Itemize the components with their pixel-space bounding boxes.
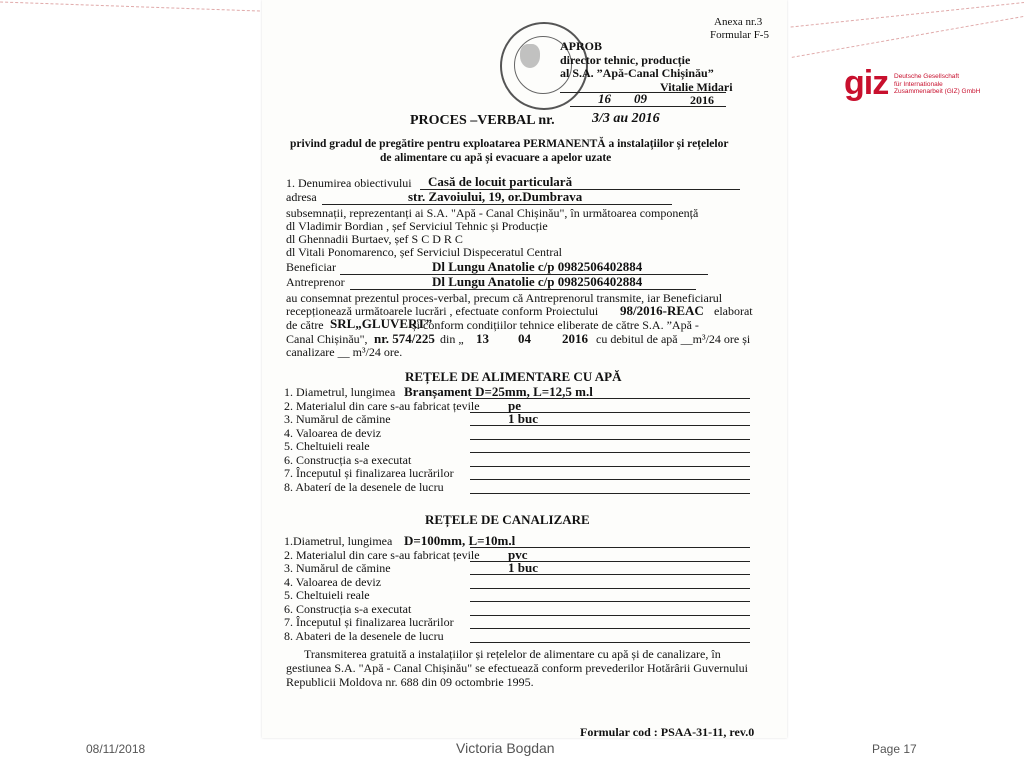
form-code: Formular cod : PSAA-31-11, rev.0 — [580, 725, 755, 739]
body-text-4a: Canal Chișinău", — [286, 332, 368, 346]
sewer-item-label: 7. Începutul și finalizarea lucrărilor — [284, 615, 454, 629]
approve-date-year: 2016 — [690, 93, 714, 107]
water-item-label: 3. Numărul de cămine — [284, 412, 391, 426]
sewer-heading: REȚELE DE CANALIZARE — [425, 512, 590, 527]
document-title: PROCES –VERBAL nr. — [410, 113, 555, 128]
sewer-item-label: 2. Materialul din care s-au fabricat țevile — [284, 547, 480, 562]
tc-number: nr. 574/225 — [374, 331, 435, 346]
body-text-4b: din „ — [440, 332, 464, 346]
commission-member-2: dl Ghennadii Burtaev, șef S C D R C — [286, 232, 463, 246]
sewer-item-value: D=100mm, L=10m.l — [404, 533, 516, 548]
water-item-label: 5. Cheltuieli reale — [284, 439, 370, 453]
sewer-item-value: pvc — [508, 546, 528, 562]
contractor-label: Antreprenor — [286, 275, 345, 289]
sewer-item-label: 6. Construcția s-a executat — [284, 601, 412, 616]
sewer-item-line — [470, 642, 750, 643]
water-item-line — [470, 493, 750, 494]
water-item-value: Branșament D=25mm, L=12,5 m.l — [404, 384, 593, 399]
stamp-emblem — [520, 44, 540, 68]
giz-logo-text: Deutsche Gesellschaft für Internationale Zusammenarbeit (GIZ) GmbH — [894, 73, 981, 95]
commission-member-3: dl Vitali Ponomarenco, șef Serviciul Dispeceratul Central — [286, 245, 562, 259]
sewer-item-label: 8. Abateri de la desenele de lucru — [284, 628, 444, 643]
sewer-item-label: 5. Cheltuieli reale — [284, 588, 370, 602]
approve-date-line — [570, 106, 726, 107]
tc-year: 2016 — [562, 331, 588, 346]
water-item-label: 7. Începutul și finalizarea lucrărilor — [284, 466, 454, 480]
closing-text-3: Republicii Moldova nr. 688 din 09 octombrie 1995. — [286, 675, 534, 689]
subtitle-line-1: privind gradul de pregătire pentru exploatarea PERMANENTĂ a instalațiilor și rețelelor — [290, 138, 729, 150]
water-heading: REȚELE DE ALIMENTARE CU APĂ — [405, 369, 622, 384]
body-text-3a: de către — [286, 318, 324, 332]
footer-date: 08/11/2018 — [86, 742, 146, 756]
beneficiary-value: Dl Lungu Anatolie c/p 0982506402884 — [432, 259, 643, 274]
approve-title: APROB — [560, 39, 602, 53]
approve-date-month: 09 — [634, 91, 647, 106]
address-value: str. Zavoiului, 19, or.Dumbrava — [408, 189, 583, 204]
water-item-line — [470, 452, 750, 453]
approve-name: Vitalie Midari — [660, 80, 733, 94]
object-label: 1. Denumirea obiectivului — [286, 176, 412, 190]
approve-date-day: 16 — [598, 91, 611, 106]
footer-author: Victoria Bogdan — [456, 740, 555, 756]
body-text-5: canalizare __ m³/24 ore. — [286, 345, 403, 359]
beneficiary-label: Beneficiar — [286, 260, 336, 274]
sewer-item-line — [470, 628, 750, 629]
sewer-item-line — [470, 601, 750, 602]
water-item-line — [470, 466, 750, 467]
approve-line-2: al S.A. ”Apă-Canal Chișinău” — [560, 66, 714, 80]
water-item-label: 4. Valoarea de deviz — [284, 425, 382, 440]
tc-month: 04 — [518, 331, 531, 346]
water-item-label: 8. Abaterí de la desenele de lucru — [284, 479, 444, 494]
sewer-item-line — [470, 588, 750, 589]
body-text-2b: elaborat — [714, 304, 753, 318]
water-item-line — [470, 439, 750, 440]
annex-number: Anexa nr.3 — [714, 16, 763, 28]
sewer-item-line — [470, 615, 750, 616]
water-item-line — [470, 479, 750, 480]
body-text-1: au consemnat prezentul proces-verbal, precum că Antreprenorul transmite, iar Beneficiarul — [286, 291, 723, 305]
contractor-value: Dl Lungu Anatolie c/p 0982506402884 — [432, 274, 643, 289]
sewer-item-label: 4. Valoarea de deviz — [284, 574, 382, 589]
address-label: adresa — [286, 190, 317, 204]
body-text-2a: recepționează următoarele lucrări , efectuate conform Proiectului — [286, 304, 599, 318]
closing-text-2: gestiunea S.A. "Apă - Canal Chișinău" se efectuează conform prevederilor Hotărârii Guvernului — [286, 661, 748, 675]
tc-day: 13 — [476, 331, 489, 346]
water-item-label: 2. Materialul din care s-au fabricat țevile — [284, 398, 480, 413]
sewer-item-label: 3. Numărul de cămine — [284, 561, 391, 575]
form-number: Formular F-5 — [710, 29, 769, 41]
document-number: 3/3 au 2016 — [592, 111, 660, 126]
giz-logo: giz — [844, 64, 889, 102]
approve-line-1: director tehnic, producție — [560, 53, 691, 67]
object-value: Casă de locuit particulară — [428, 174, 573, 189]
subtitle-line-2: de alimentare cu apă și evacuare a apelor uzate — [380, 152, 612, 164]
body-text-3b: și conform condițiilor tehnice eliberate de către S.A. ”Apă - — [412, 318, 699, 332]
water-item-label: 1. Diametrul, lungimea — [284, 385, 396, 399]
sewer-item-label: 1.Diametrul, lungimea — [284, 534, 393, 548]
contractor-line — [350, 289, 696, 290]
sewer-item-value: 1 buc — [508, 560, 538, 575]
water-item-value: pe — [508, 397, 521, 413]
commission-member-1: dl Vladimir Bordian , șef Serviciul Tehnic și Producție — [286, 219, 548, 233]
body-text-4c: cu debitul de apă __m³/24 ore și — [596, 332, 751, 346]
signatories-text: subsemnații, reprezentanți ai S.A. "Apă - Canal Chișinău", în următoarea componență — [286, 206, 699, 220]
water-item-label: 6. Construcția s-a executat — [284, 452, 412, 467]
water-item-value: 1 buc — [508, 411, 538, 426]
footer-page-number: Page 17 — [872, 742, 917, 756]
project-number: 98/2016-REAC — [620, 303, 704, 318]
address-line — [322, 204, 672, 205]
company-name: SRL„GLUVERT” — [330, 316, 433, 331]
closing-text-1: Transmiterea gratuită a instalațiilor și rețelelor de alimentare cu apă și de canalizare, în — [304, 647, 721, 661]
